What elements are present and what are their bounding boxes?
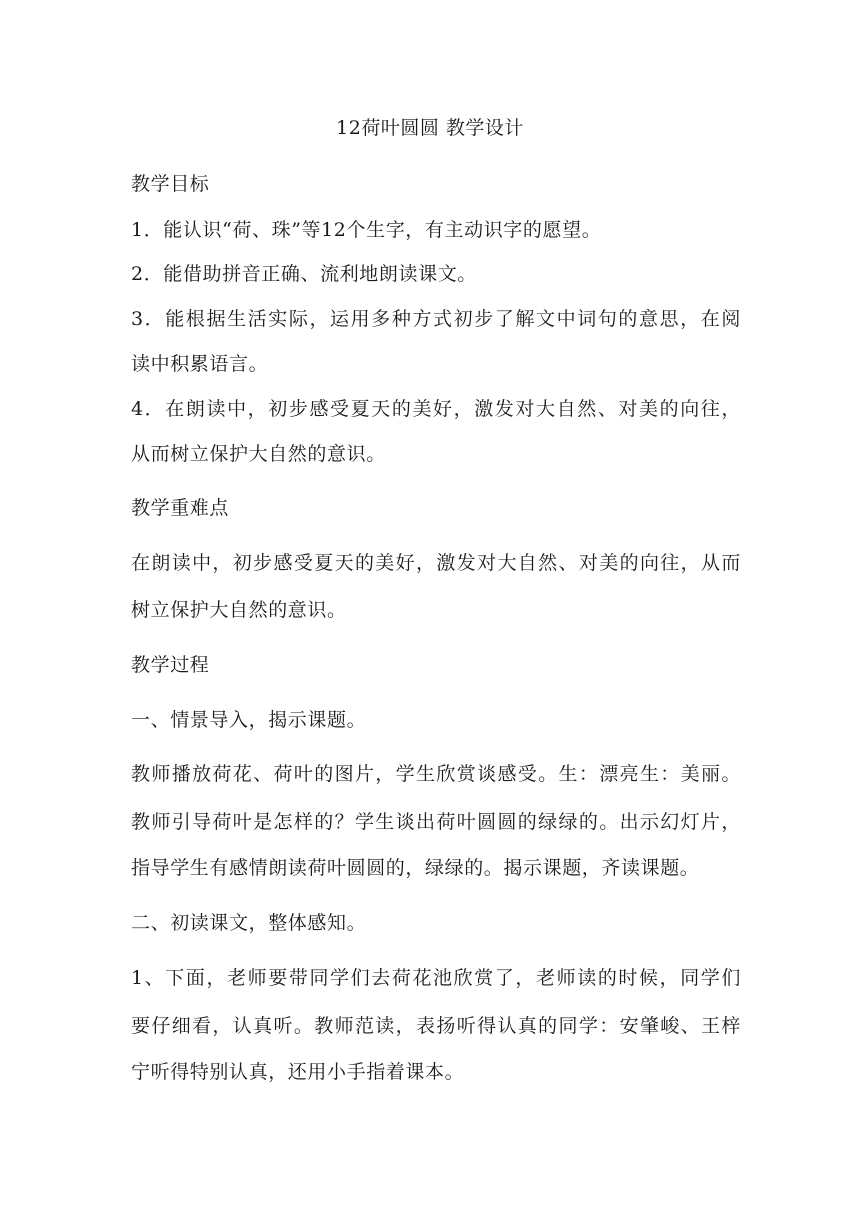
process-step-1-line-1: 教师播放荷花、荷叶的图片，学生欣赏谈感受。生：漂亮生：美丽。 bbox=[131, 763, 741, 785]
objective-1: 1．能认识“荷、珠”等12个生字，有主动识字的愿望。 bbox=[131, 219, 602, 241]
document-title: 12荷叶圆圆 教学设计 bbox=[336, 117, 524, 139]
process-step-2-line-1: 1、下面，老师要带同学们去荷花池欣赏了，老师读的时候，同学们 bbox=[131, 967, 741, 989]
process-step-2-line-3: 宁听得特别认真，还用小手指着课本。 bbox=[131, 1061, 465, 1083]
objective-3-line-1: 3．能根据生活实际，运用多种方式初步了解文中词句的意思，在阅 bbox=[131, 308, 741, 330]
process-step-1-heading: 一、情景导入，揭示课题。 bbox=[131, 709, 367, 731]
key-points-line-2: 树立保护大自然的意识。 bbox=[131, 599, 347, 621]
objective-3-line-2: 读中积累语言。 bbox=[131, 353, 269, 375]
objective-2: 2．能借助拼音正确、流利地朗读课文。 bbox=[131, 263, 477, 285]
process-step-2-heading: 二、初读课文，整体感知。 bbox=[131, 912, 367, 934]
section-heading-objectives: 教学目标 bbox=[131, 173, 210, 195]
process-step-1-line-2: 教师引导荷叶是怎样的？学生谈出荷叶圆圆的绿绿的。出示幻灯片， bbox=[131, 811, 741, 833]
process-step-2-line-2: 要仔细看，认真听。教师范读，表扬听得认真的同学：安肇峻、王梓 bbox=[131, 1015, 741, 1037]
section-heading-key-points: 教学重难点 bbox=[131, 497, 230, 519]
objective-4-line-1: 4．在朗读中，初步感受夏天的美好，激发对大自然、对美的向往， bbox=[131, 398, 741, 420]
process-step-1-line-3: 指导学生有感情朗读荷叶圆圆的，绿绿的。揭示课题，齐读课题。 bbox=[131, 857, 700, 879]
objective-4-line-2: 从而树立保护大自然的意识。 bbox=[131, 443, 386, 465]
section-heading-process: 教学过程 bbox=[131, 654, 210, 676]
key-points-line-1: 在朗读中，初步感受夏天的美好，激发对大自然、对美的向往，从而 bbox=[131, 552, 741, 574]
